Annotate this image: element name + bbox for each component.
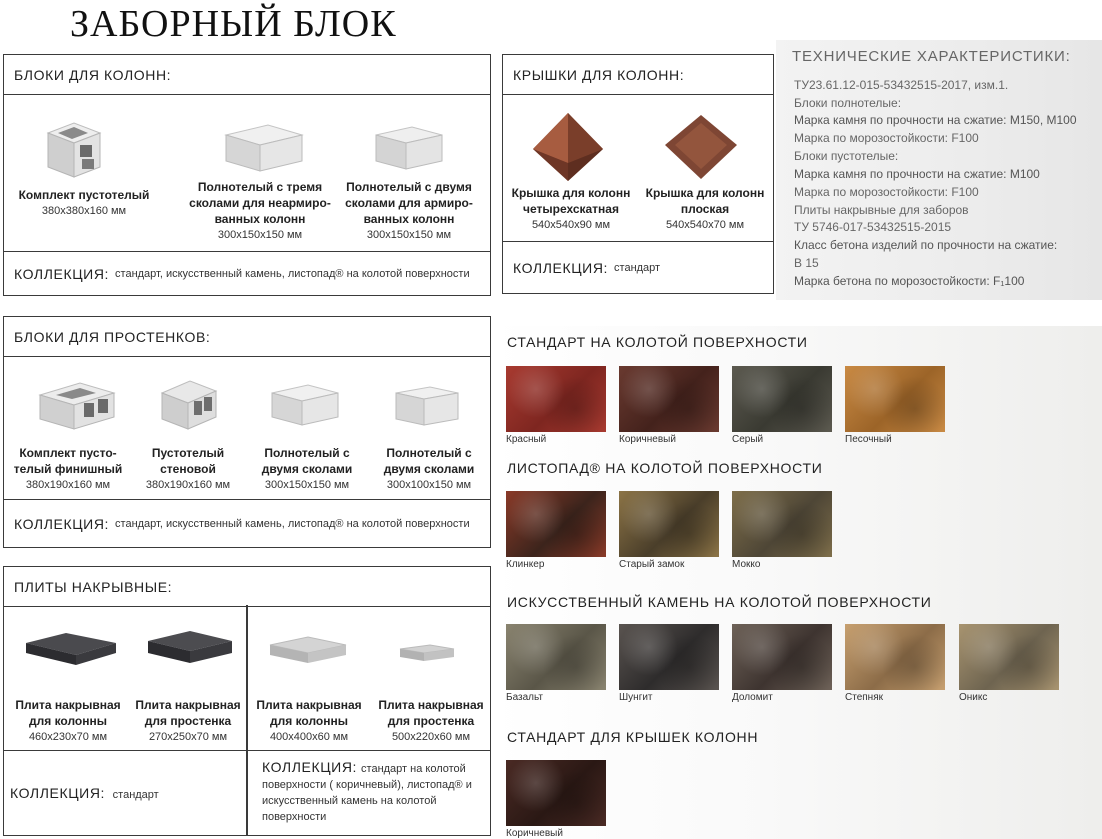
collection-value: стандарт [614,261,661,274]
walls-collection [4,499,490,547]
color-swatch-label: Серый [732,434,764,445]
item-size: 400x400x60 мм [269,731,349,743]
color-swatch [506,624,606,690]
item-size: 540x540x70 мм [665,219,745,231]
color-swatch-label: Коричневый [506,828,563,839]
section-title-artificial-stone: ИСКУССТВЕННЫЙ КАМЕНЬ НА КОЛОТОЙ ПОВЕРХНОСТИ [507,594,932,610]
item-name: Плита накрывная для простенка [378,698,484,728]
color-swatch-label: Клинкер [506,559,545,570]
item-size: 500x220x60 мм [391,731,471,743]
slab-column-460-image [20,629,120,669]
collection-key: КОЛЛЕКЦИЯ: [513,259,609,276]
wall-item-1 [8,445,128,493]
collection-key: КОЛЛЕКЦИЯ: [10,785,106,801]
color-swatch [959,624,1059,690]
collection-value: стандарт на колотой поверхности ( коричневый), листопад® и искусственный камень на колотой поверхности [262,763,472,823]
collection-value: стандарт [112,789,159,801]
color-swatch-label: Степняк [845,692,883,703]
item-name: Крышка для колонн плоская [645,186,765,216]
item-name: Плита накрывная для колонны [256,698,362,728]
slab-item-1 [8,697,128,745]
color-swatch-label: Мокко [732,559,761,570]
color-swatch-label: Доломит [732,692,773,703]
item-name: Плита накрывная для колонны [15,698,121,728]
caps-panel [502,54,774,294]
columns-header: БЛОКИ ДЛЯ КОЛОНН: [4,55,490,95]
columns-collection [4,251,490,295]
color-swatch-label: Старый замок [619,559,685,570]
slabs-collection-left [10,785,159,801]
item-name: Комплект пустотелый [18,188,150,202]
slabs-collection-divider [4,750,490,751]
collection-value: стандарт, искусственный камень, листопад® на колотой поверхности [115,267,470,280]
color-swatch-label: Красный [506,434,547,445]
item-size: 300x100x150 мм [386,479,472,491]
spec-line: Марка камня по прочности на сжатие: М100 [794,167,1040,181]
wall-solid-100-image [392,381,462,429]
color-swatch [619,491,719,557]
color-swatch [619,366,719,432]
pyramid-cap-image [529,109,607,185]
color-swatch [506,491,606,557]
caps-header: КРЫШКИ ДЛЯ КОЛОНН: [503,55,773,95]
page-title: ЗАБОРНЫЙ БЛОК [70,3,397,45]
spec-line: Класс бетона изделий по прочности на сжатие: [794,238,1058,252]
item-name: Пустотелый стеновой [151,446,225,476]
spec-line: Марка бетона по морозостойкости: F₁100 [794,274,1025,288]
slabs-collection-right [262,759,486,825]
column-hollow-kit-image [42,115,112,185]
color-swatch [732,624,832,690]
item-size: 380x380x160 мм [41,205,127,217]
wall-hollow-block-image [156,373,220,433]
slab-wall-500-image [396,641,458,665]
color-swatch [845,366,945,432]
item-name: Полнотелый с двумя сколами [383,446,475,476]
item-name: Комплект пусто-телый финишный [13,446,123,476]
caps-collection [503,241,773,293]
wall-item-2 [132,445,244,493]
column-solid-three-chips-image [222,119,306,175]
spec-line: ТУ23.61.12-015-53432515-2017, изм.1. [794,78,1009,92]
item-name: Плита накрывная для простенка [135,698,241,728]
color-swatch-label: Базальт [506,692,544,703]
wall-finish-kit-image [36,373,118,433]
color-swatch [845,624,945,690]
slab-item-4 [372,697,490,745]
color-swatch [732,366,832,432]
item-size: 540x540x90 мм [531,219,611,231]
item-size: 300x150x150 мм [366,229,452,241]
color-swatch [506,760,606,826]
spec-line: Марка по морозостойкости: F100 [794,131,979,145]
column-item-1 [14,187,154,219]
collection-key: КОЛЛЕКЦИЯ: [14,515,110,532]
section-title-standard: СТАНДАРТ НА КОЛОТОЙ ПОВЕРХНОСТИ [507,334,808,350]
spec-line: Блоки пустотелые: [794,149,899,163]
color-swatch-label: Песочный [845,434,892,445]
cap-item-1 [507,185,635,233]
spec-line: Марка по морозостойкости: F100 [794,185,979,199]
column-solid-two-chips-image [372,121,446,173]
spec-line: ТУ 5746-017-53432515-2015 [794,220,952,234]
flat-cap-image [661,111,741,183]
wall-item-3 [248,445,366,493]
slab-column-400-image [266,633,350,667]
item-size: 270x250x70 мм [148,731,228,743]
item-name: Крышка для колонн четырехскатная [511,186,631,216]
section-title-caps-standard: СТАНДАРТ ДЛЯ КРЫШЕК КОЛОНН [507,729,759,745]
column-item-2 [180,179,340,243]
color-swatch [506,366,606,432]
collection-value: стандарт, искусственный камень, листопад® на колотой поверхности [115,517,470,530]
collection-key: КОЛЛЕКЦИЯ: [262,759,358,775]
item-size: 300x150x150 мм [264,479,350,491]
spec-line: Блоки полнотелые: [794,96,902,110]
section-title-listopad: ЛИСТОПАД® НА КОЛОТОЙ ПОВЕРХНОСТИ [507,460,823,476]
walls-panel [3,316,491,548]
wall-item-4 [368,445,490,493]
item-name: Полнотелый с двумя сколами для армиро-ванных колонн [345,180,473,226]
item-name: Полнотелый с двумя сколами [261,446,353,476]
collection-key: КОЛЛЕКЦИЯ: [14,265,110,282]
color-swatch-label: Коричневый [619,434,676,445]
walls-header: БЛОКИ ДЛЯ ПРОСТЕНКОВ: [4,317,490,357]
specs-header: ТЕХНИЧЕСКИЕ ХАРАКТЕРИСТИКИ: [792,48,1071,65]
spec-line: В 15 [794,256,819,270]
color-swatch-label: Оникс [959,692,988,703]
wall-solid-300-image [268,379,342,429]
color-swatch [619,624,719,690]
spec-line: Плиты накрывные для заборов [794,203,969,217]
item-size: 380x190x160 мм [25,479,111,491]
slabs-panel [3,566,491,836]
slab-item-2 [130,697,246,745]
columns-panel [3,54,491,296]
color-swatch [732,491,832,557]
item-size: 460x230x70 мм [28,731,108,743]
column-item-3 [334,179,484,243]
slab-wall-270-image [142,627,236,669]
cap-item-2 [639,185,771,233]
slabs-divider [246,605,248,835]
technical-specs [776,40,1102,300]
item-size: 380x190x160 мм [145,479,231,491]
item-name: Полнотелый с тремя сколами для неармиро-ванных колонн [189,180,331,226]
slabs-header: ПЛИТЫ НАКРЫВНЫЕ: [4,567,490,607]
item-size: 300x150x150 мм [217,229,303,241]
slab-item-3 [250,697,368,745]
color-swatch-label: Шунгит [619,692,653,703]
spec-line: Марка камня по прочности на сжатие: М150, М100 [794,113,1077,127]
